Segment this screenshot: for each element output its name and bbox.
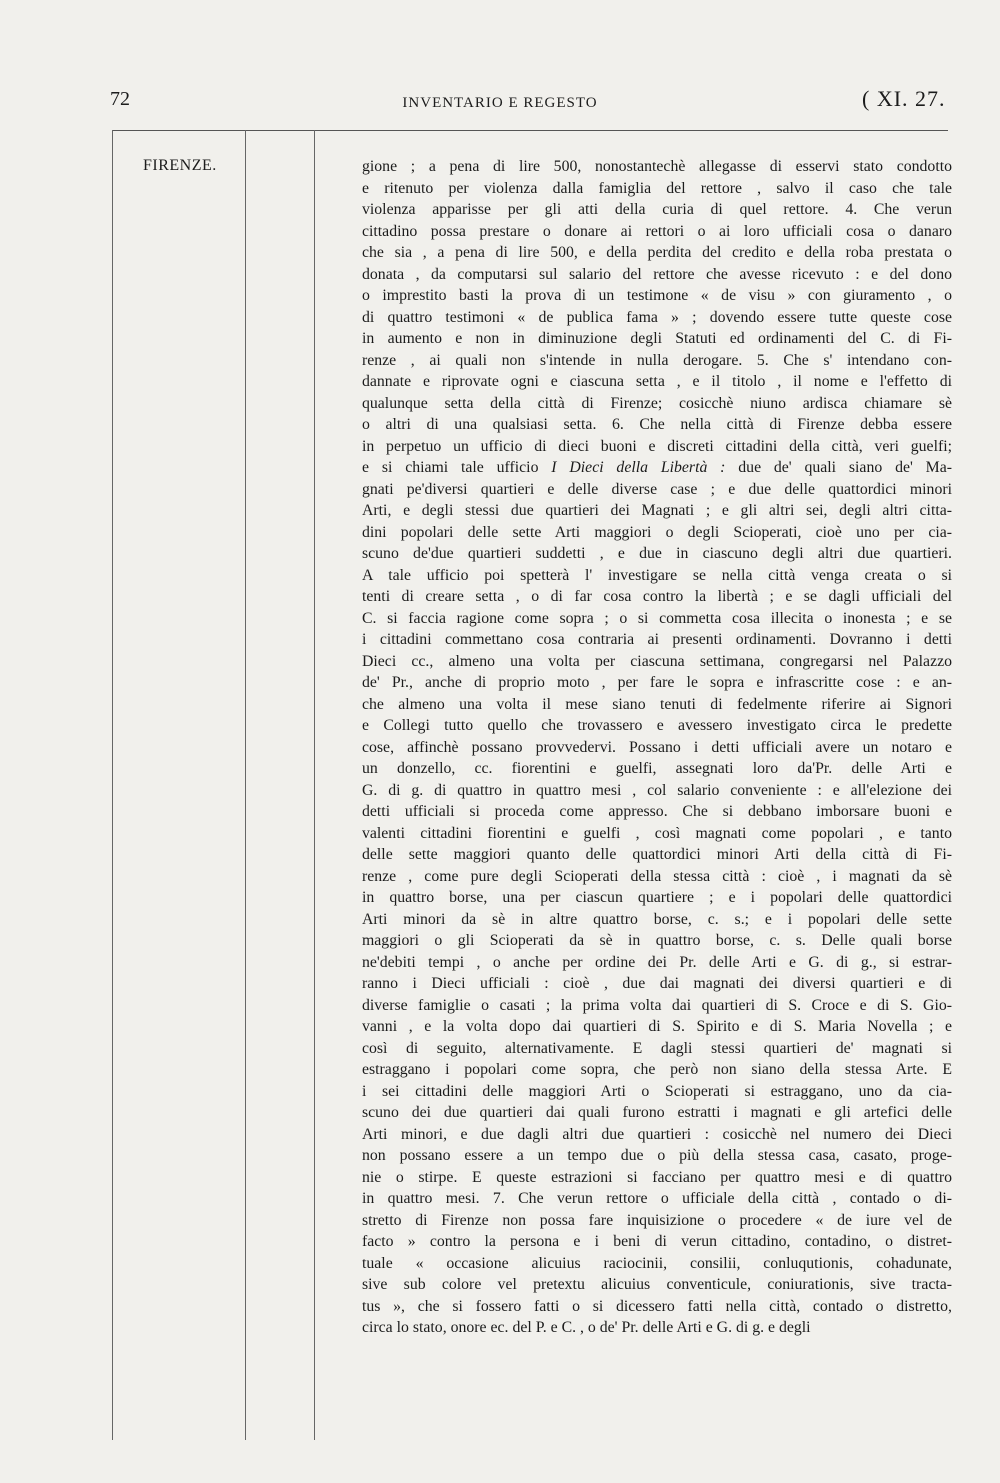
body-line: delle sette maggiori quanto delle quattordici minori Arti della città di Fi- bbox=[362, 846, 952, 863]
body-line: e Collegi tutto quello che trovassero e avessero investigato circa le predette bbox=[362, 717, 952, 734]
body-line: in quattro mesi. 7. Che verun rettore o ufficiale della città , contado o di- bbox=[362, 1190, 952, 1207]
body-line: sive sub colore vel pretextu alicuius conventicule, coniurationis, sive tractа- bbox=[362, 1276, 952, 1293]
margin-column-rule-right bbox=[314, 130, 315, 1440]
body-line: maggiori o gli Scioperati da sè in quattro borse, c. s. Delle quali borse bbox=[362, 932, 952, 949]
body-line: così di seguito, alternativamente. E dagli stessi quartieri de' magnati si bbox=[362, 1039, 952, 1057]
body-line: gione ; a pena di lire 500, nonostantechè allegasse di esservi stato condotto bbox=[362, 158, 952, 175]
body-line: cittadino possa prestare o donare ai rettori o ai loro ufficiali cosa o danaro bbox=[362, 222, 952, 240]
body-line: ne'debiti tempi , o anche per ordine dei Pr. delle Arti e G. di g., si estrar- bbox=[362, 953, 952, 971]
body-line: renze , come pure degli Scioperati della stessa città : cioè , i magnati da sè bbox=[362, 867, 952, 885]
body-line: o altri di una qualsiasi setta. 6. Che nella città di Firenze debba essere bbox=[362, 416, 952, 433]
body-line: renze , ai quali non s'intende in nulla derogare. 5. Che s' intendano con- bbox=[362, 351, 952, 369]
running-title: INVENTARIO E REGESTO bbox=[402, 95, 598, 111]
body-line: in perpetuo un ufficio di dieci buoni e discreti cittadini della città, veri guelfi; bbox=[362, 437, 952, 455]
body-line-tail: due de' quali siano de' Ma- bbox=[738, 459, 952, 476]
body-line-head: e si chiami tale ufficio bbox=[362, 459, 539, 476]
body-line: tuale « occasione alicuius raciocinii, consilii, conluqutionis, cohadunate, bbox=[362, 1254, 952, 1272]
body-line: che sia , a pena di lire 500, e della perdita del credito e della roba prestata o bbox=[362, 244, 952, 261]
body-line: dini popolari delle sette Arti maggiori o degli Scioperati, cioè uno per cia- bbox=[362, 523, 952, 541]
body-text bbox=[362, 156, 952, 1339]
body-line-with-italic-title bbox=[362, 457, 952, 479]
body-line: di quattro testimoni « de publica fama » ; dovendo essere tutte queste cose bbox=[362, 308, 952, 326]
body-line: vanni , e la volta dopo dai quartieri di S. Spirito e di S. Maria Novella ; e bbox=[362, 1018, 952, 1035]
body-line: un donzello, cc. fiorentini e guelfi, assegnati loro da'Pr. delle Arti e bbox=[362, 760, 952, 777]
body-line: gnati pe'diversi quartieri e delle diverse case ; e due delle quattordici minori bbox=[362, 480, 952, 498]
body-line: in aumento e non in diminuzione degli Statuti ed ordinamenti del C. di Fi- bbox=[362, 330, 952, 347]
body-line: stretto di Firenze non possa fare inquisizione o procedere « de iure vel de bbox=[362, 1211, 952, 1229]
body-line: qualunque setta della città di Firenze; cosicchè niuno ardisca chiamare sè bbox=[362, 394, 952, 412]
body-line: tenti di creare setta , o di far cosa contro la libertà ; e se dagli ufficiali del bbox=[362, 588, 952, 605]
body-line: facto » contro la persona e i beni di verun cittadino, contadino, o distret- bbox=[362, 1233, 952, 1250]
section-reference: ( XI. 27. bbox=[862, 86, 946, 111]
body-line: tus », che si fossero fatti o si dicessero fatti nella città, contado o distretto, bbox=[362, 1297, 952, 1315]
body-line: detti ufficiali si proceda come appresso. Che si debbano imborsare buoni e bbox=[362, 803, 952, 820]
body-line: non possano essere a un tempo due o più della stessa casa, casato, proge- bbox=[362, 1147, 952, 1164]
body-line: ranno i Dieci ufficiali : cioè , due dai magnati dei diversi quartieri e di bbox=[362, 975, 952, 992]
body-line: A tale ufficio poi spetterà l' investigare se nella città venga creata o si bbox=[362, 566, 952, 584]
body-line: i cittadini commettano cosa contraria ai presenti ordinamenti. Dovranno i detti bbox=[362, 631, 952, 648]
body-line: e ritenuto per violenza dalla famiglia del rettore , salvo il caso che tale bbox=[362, 179, 952, 197]
body-line: diverse famiglie o casati ; la prima volta dai quartieri di S. Croce e di S. Gio- bbox=[362, 996, 952, 1014]
body-line: de' Pr., anche di proprio moto , per fare le sopra e infrascritte cose : e an- bbox=[362, 674, 952, 691]
body-line: Arti minori, e due dagli altri due quartieri : cosicchè nel numero dei Dieci bbox=[362, 1125, 952, 1143]
body-line: scuno de'due quartieri suddetti , e due in ciascuno degli altri due quartieri. bbox=[362, 545, 952, 562]
margin-column-rule-middle bbox=[245, 130, 246, 1440]
body-line: C. si faccia ragione come sopra ; o si commetta cosa illecita o inonesta ; e se bbox=[362, 609, 952, 627]
body-line: Dieci cc., almeno una volta per ciascuna settimana, congregarsi nel Palazzo bbox=[362, 652, 952, 670]
body-line: o imprestito basti la prova di un testimone « de visu » con giuramento , o bbox=[362, 287, 952, 304]
page-number: 72 bbox=[110, 88, 130, 110]
body-line: circa lo stato, onore ec. del P. e C. , o de' Pr. delle Arti e G. di g. e degli bbox=[362, 1319, 811, 1336]
margin-column-rule-left bbox=[112, 130, 113, 1440]
body-line: che almeno una volta il mese siano tenuti di fedelmente riferire ai Signori bbox=[362, 695, 952, 713]
body-line: estraggano i popolari come sopra, che però non siano della stessa Arte. E bbox=[362, 1061, 952, 1078]
body-line: in quattro borse, una per ciascun quartiere ; e i popolari delle quattordici bbox=[362, 889, 952, 906]
body-line: scuno dei due quartieri dai quali furono estratti i magnati e gli artefici delle bbox=[362, 1104, 952, 1121]
office-title-italic: I Dieci della Libertà : bbox=[551, 459, 726, 476]
body-line: Arti minori da sè in altre quattro borse, c. s.; e i popolari delle sette bbox=[362, 910, 952, 928]
body-line: cose, affinchè possano provvedervi. Possano i detti ufficiali avere un notaro e bbox=[362, 738, 952, 756]
body-line: valenti cittadini fiorentini e guelfi , così magnati come popolari , e tanto bbox=[362, 824, 952, 842]
body-line: nie o stirpe. E queste estrazioni si facciano per quattro mesi e di quattro bbox=[362, 1168, 952, 1186]
body-line: violenza apparisse per gli atti della curia di quel rettore. 4. Che verun bbox=[362, 201, 952, 218]
body-line: Arti, e degli stessi due quartieri dei Magnati ; e gli altri sei, degli altri citta- bbox=[362, 502, 952, 519]
header-rule bbox=[112, 130, 948, 131]
body-line: i sei cittadini delle maggiori Arti o Scioperati si estraggano, uno da cia- bbox=[362, 1082, 952, 1100]
body-line: G. di g. di quattro in quattro mesi , col salario conveniente : e all'elezione dei bbox=[362, 781, 952, 799]
body-line: donata , da computarsi sul salario del rettore che avesse ricevuto : e del dono bbox=[362, 265, 952, 283]
body-line: dannate e riprovate ogni e ciascuna setta , e il titolo , il nome e l'effetto di bbox=[362, 373, 952, 390]
margin-label: FIRENZE. bbox=[143, 157, 217, 174]
